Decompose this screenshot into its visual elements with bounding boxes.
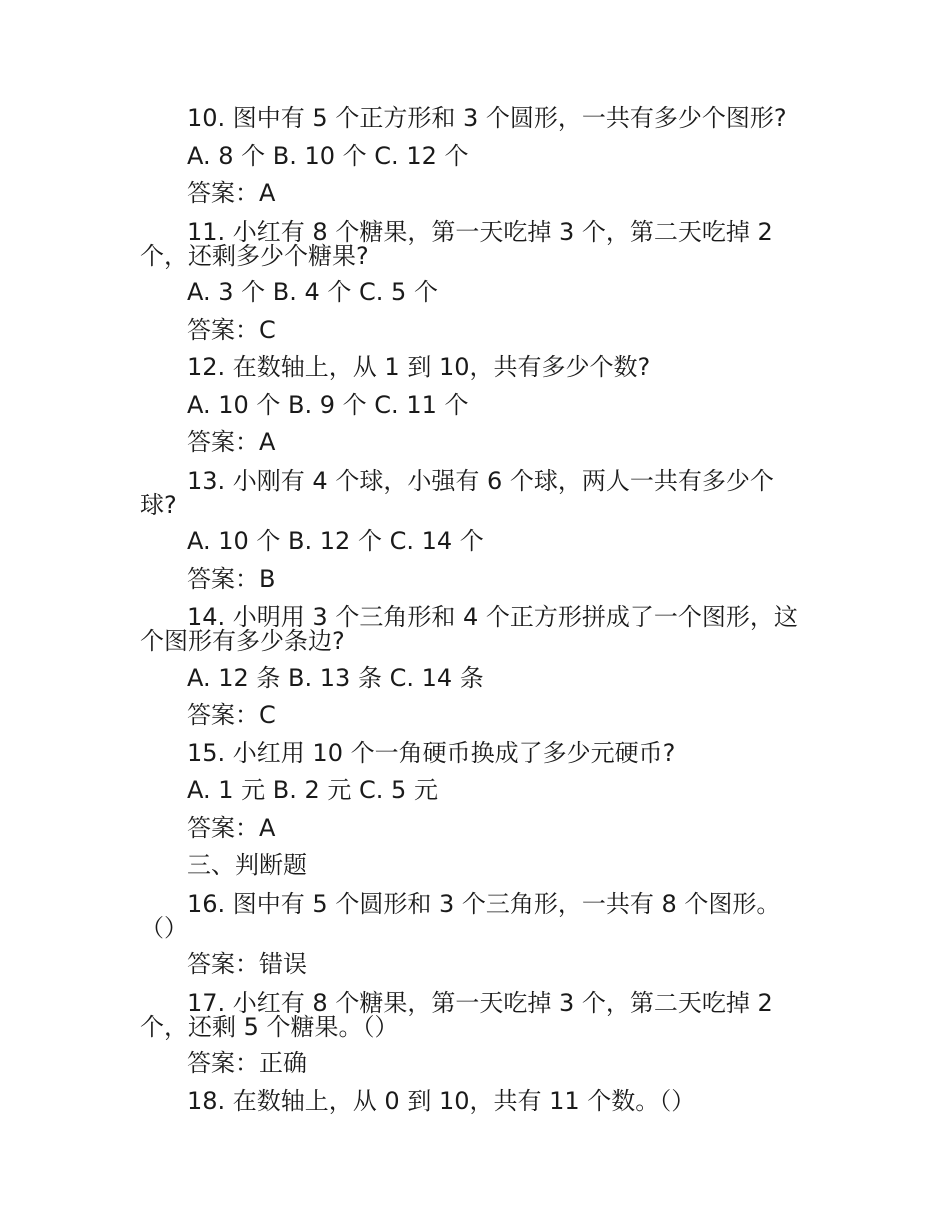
question-11 [140, 213, 820, 275]
question-18: 18. 在数轴上，从 0 到 10，共有 11 个数。（） [187, 1086, 696, 1115]
question-13-line-1: 13. 小刚有 4 个球，小强有 6 个球，两人一共有多少个 [187, 466, 774, 495]
question-14-line-2: 个图形有多少条边? [140, 627, 345, 655]
question-11-options: A. 3 个 B. 4 个 C. 5 个 [187, 278, 438, 306]
section-heading-true-false: 三、判断题 [187, 851, 307, 879]
question-12-answer: 答案：A [187, 428, 276, 456]
question-11-answer: 答案：C [187, 315, 276, 344]
question-17-answer: 答案：正确 [187, 1049, 307, 1077]
question-16-line-2: （） [140, 913, 188, 942]
question-15-options: A. 1 元 B. 2 元 C. 5 元 [187, 776, 438, 804]
question-17 [140, 984, 820, 1046]
question-10-answer: 答案：A [187, 179, 276, 207]
question-11-line-2: 个，还剩多少个糖果? [140, 241, 369, 270]
question-10-options: A. 8 个 B. 10 个 C. 12 个 [187, 141, 469, 170]
question-14 [140, 598, 820, 660]
question-16-line-1: 16. 图中有 5 个圆形和 3 个三角形，一共有 8 个图形。 [187, 889, 781, 918]
question-11-line-1: 11. 小红有 8 个糖果，第一天吃掉 3 个，第二天吃掉 2 [187, 217, 773, 246]
document-body [140, 100, 820, 1120]
question-10: 10. 图中有 5 个正方形和 3 个圆形，一共有多少个图形? [187, 104, 787, 132]
question-16-answer: 答案：错误 [187, 950, 307, 978]
question-12: 12. 在数轴上，从 1 到 10，共有多少个数? [187, 353, 651, 381]
question-14-options: A. 12 条 B. 13 条 C. 14 条 [187, 663, 484, 692]
question-16 [140, 885, 820, 947]
question-14-line-1: 14. 小明用 3 个三角形和 4 个正方形拼成了一个图形，这 [187, 603, 798, 631]
question-13 [140, 462, 820, 524]
question-17-line-2: 个，还剩 5 个糖果。（） [140, 1012, 399, 1041]
question-12-options: A. 10 个 B. 9 个 C. 11 个 [187, 390, 469, 419]
question-15-answer: 答案：A [187, 813, 276, 842]
question-17-line-1: 17. 小红有 8 个糖果，第一天吃掉 3 个，第二天吃掉 2 [187, 988, 773, 1017]
question-14-answer: 答案：C [187, 701, 276, 729]
question-13-options: A. 10 个 B. 12 个 C. 14 个 [187, 527, 484, 555]
question-13-line-2: 球? [140, 490, 177, 519]
question-13-answer: 答案：B [187, 564, 276, 593]
question-15: 15. 小红用 10 个一角硬币换成了多少元硬币? [187, 738, 676, 767]
